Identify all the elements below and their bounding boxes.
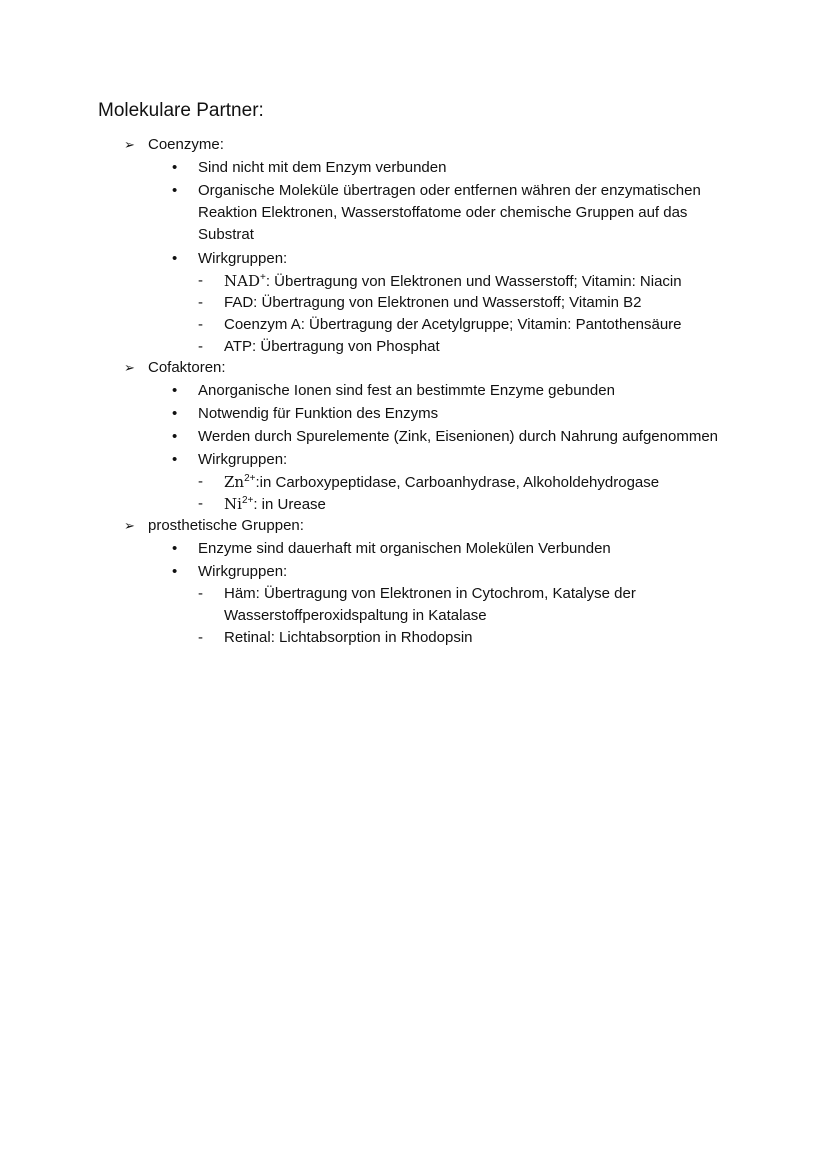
list-item: • Werden durch Spurelemente (Zink, Eisenionen) durch Nahrung aufgenommen [172, 426, 732, 448]
dash-marker: - [198, 338, 203, 355]
dash-marker: - [198, 629, 203, 646]
arrow-bullet-icon: ➢ [124, 360, 135, 375]
dash-marker: - [198, 316, 203, 333]
arrow-bullet-icon: ➢ [124, 137, 135, 152]
list-item: • Enzyme sind dauerhaft mit organischen Molekülen Verbunden [172, 538, 732, 560]
bullet-dot-icon: • [172, 159, 178, 176]
list-item: • Wirkgruppen: [172, 561, 732, 583]
section-heading-prosthetische-gruppen: ➢ prosthetische Gruppen: [124, 515, 304, 537]
bullet-dot-icon: • [172, 250, 178, 267]
bullet-dot-icon: • [172, 540, 178, 557]
page-title: Molekulare Partner: [98, 100, 264, 121]
sub-list-item: - Retinal: Lichtabsorption in Rhodopsin [198, 627, 718, 649]
dash-marker: - [198, 585, 203, 602]
bullet-dot-icon: • [172, 405, 178, 422]
bullet-dot-icon: • [172, 563, 178, 580]
sub-list-item: - $Zn^{2+}:in$ Carboxypeptidase, Carboanhydrase, Alkoholdehydrogase [198, 473, 660, 491]
bullet-dot-icon: • [172, 382, 178, 399]
list-item: • Wirkgruppen: [172, 449, 732, 471]
bullet-dot-icon: • [172, 182, 178, 199]
sub-list-item: - Coenzym A: Übertragung der Acetylgruppe; Vitamin: Pantothensäure [198, 314, 718, 336]
section-heading-cofaktoren: ➢ Cofaktoren: [124, 357, 226, 379]
bullet-dot-icon: • [172, 451, 178, 468]
sub-list-item: - ATP: Übertragung von Phosphat [198, 336, 718, 358]
list-item: • Notwendig für Funktion des Enzyms [172, 403, 732, 425]
dash-marker: - [198, 272, 203, 289]
list-item: • Anorganische Ionen sind fest an bestimmte Enzyme gebunden [172, 380, 732, 402]
list-item: • Organische Moleküle übertragen oder entfernen währen der enzymatischen Reaktion Elektronen, Wasserstoffatome oder chemische Gruppen auf das Substrat [172, 182, 701, 243]
sub-list-item: - Häm: Übertragung von Elektronen in Cytochrom, Katalyse der Wasserstoffperoxidspaltung in Katalase [198, 585, 636, 624]
arrow-bullet-icon: ➢ [124, 518, 135, 533]
dash-marker: - [198, 495, 203, 512]
bullet-dot-icon: • [172, 428, 178, 445]
sub-list-item: - $Ni^{2+}$: in Urease [198, 495, 326, 513]
section-heading-coenzyme: ➢ Coenzyme: [124, 134, 224, 156]
list-item: • Sind nicht mit dem Enzym verbunden [172, 157, 732, 179]
list-item: • Wirkgruppen: [172, 248, 732, 270]
sub-list-item: - FAD: Übertragung von Elektronen und Wasserstoff; Vitamin B2 [198, 292, 718, 314]
dash-marker: - [198, 473, 203, 490]
sub-list-item: - NAD+: Übertragung von Elektronen und Wasserstoff; Vitamin: Niacin [198, 272, 682, 290]
dash-marker: - [198, 294, 203, 311]
